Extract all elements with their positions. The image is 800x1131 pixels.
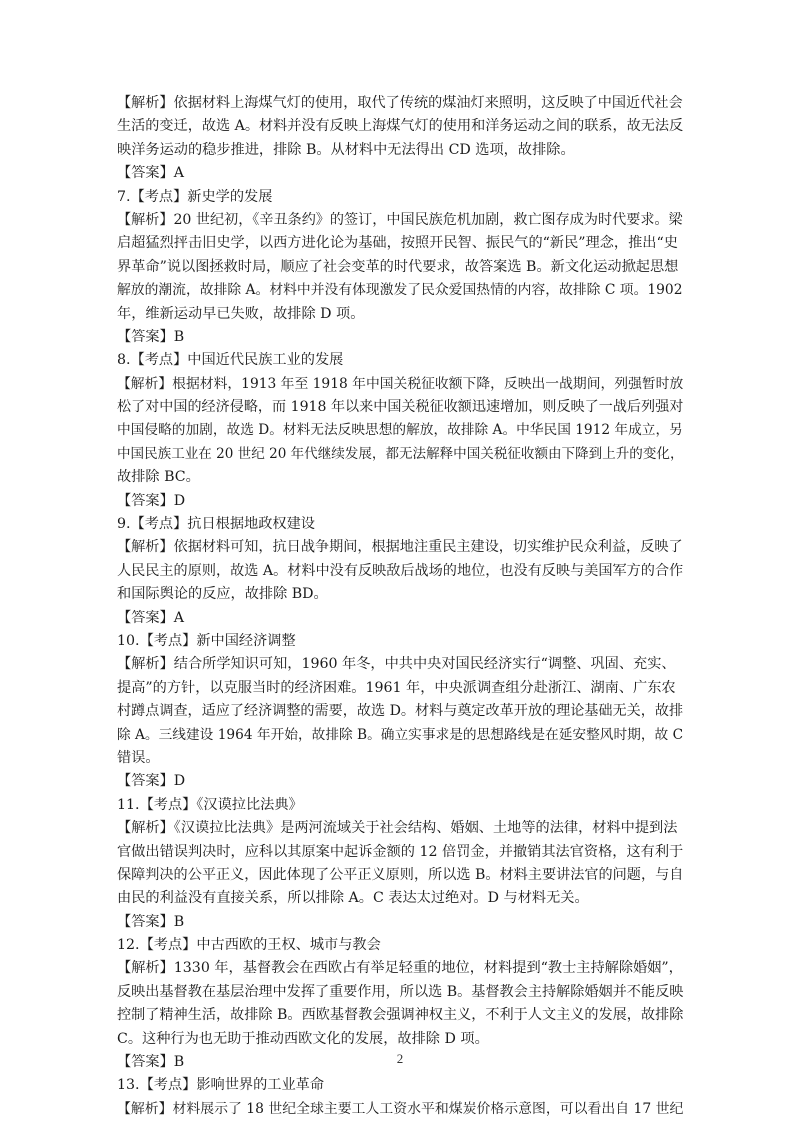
text-line: 和国际舆论的反应，故排除 BD。 bbox=[117, 586, 328, 603]
text-line: 【解析】1330 年，基督教会在西欧占有举足轻重的地位，材料提到“教士主持解除婚姻”， bbox=[117, 960, 683, 977]
text-line: 【答案】B bbox=[117, 1054, 185, 1071]
text-line: 由民的利益没有直接关系，所以排除 A。C 表达太过绝对。D 与材料无关。 bbox=[117, 890, 589, 907]
text-line: 【答案】B bbox=[117, 913, 185, 930]
text-line: 反映出基督教在基层治理中发挥了重要作用，所以选 B。基督教会主持解除婚姻并不能反映 bbox=[117, 983, 684, 1000]
text-line: 官做出错误判决时，应科以其原案中起诉金额的 12 倍罚金，并撤销其法官资格，这有利于 bbox=[117, 843, 684, 860]
text-line: 错误。 bbox=[117, 749, 160, 766]
text-line: 松了对中国的经济侵略，而 1918 年以来中国关税征收额迅速增加，则反映了一战后列强对 bbox=[117, 399, 684, 416]
text-line: 13.【考点】影响世界的工业革命 bbox=[117, 1077, 325, 1094]
page-number: 2 bbox=[396, 1051, 404, 1066]
text-line: 映洋务运动的稳步推进，排除 B。从材料中无法得出 CD 选项，故排除。 bbox=[117, 141, 575, 158]
text-line: 【答案】B bbox=[117, 328, 185, 345]
text-line: 7.【考点】新史学的发展 bbox=[117, 188, 273, 205]
text-line: 启超猛烈抨击旧史学，以西方进化论为基础，按照开民智、振民气的“新民”理念，推出“史 bbox=[117, 235, 678, 252]
text-line: 9.【考点】抗日根据地政权建设 bbox=[117, 516, 315, 533]
text-line: 控制了精神生活，故排除 B。西欧基督教会强调神权主义，不利于人文主义的发展，故排除 bbox=[117, 1007, 684, 1024]
text-line: 中国民族工业在 20 世纪 20 年代继续发展，都无法解释中国关税征收额由下降到上升的变化， bbox=[117, 445, 684, 462]
text-line: C。这种行为也无助于推动西欧文化的发展，故排除 D 项。 bbox=[117, 1030, 489, 1047]
text-line: 【解析】《汉谟拉比法典》是两河流域关于社会结构、婚姻、土地等的法律，材料中提到法 bbox=[117, 820, 678, 837]
text-line: 中国侵略的加剧，故选 D。材料无法反映思想的解放，故排除 A。中华民国 1912 年成立，另 bbox=[117, 422, 683, 439]
text-line: 提高”的方针，以克服当时的经济困难。1961 年，中央派调查组分赴浙江、湖南、广东农 bbox=[117, 679, 676, 696]
text-line: 【答案】D bbox=[117, 773, 186, 790]
text-line: 生活的变迁，故选 A。材料并没有反映上海煤气灯的使用和洋务运动之间的联系，故无法反 bbox=[117, 118, 684, 135]
text-line: 保障判决的公平正义，因此体现了公平正义原则，所以选 B。材料主要讲法官的问题，与自 bbox=[117, 866, 684, 883]
text-line: 【答案】A bbox=[117, 165, 184, 182]
text-line: 8.【考点】中国近代民族工业的发展 bbox=[117, 352, 344, 369]
text-line: 【解析】结合所学知识可知，1960 年冬，中共中央对国民经济实行“调整、巩固、充实、 bbox=[117, 656, 676, 673]
text-line: 【答案】A bbox=[117, 609, 184, 626]
text-line: 12.【考点】中古西欧的王权、城市与教会 bbox=[117, 937, 381, 954]
text-line: 10.【考点】新中国经济调整 bbox=[117, 632, 296, 649]
text-line: 故排除 BC。 bbox=[117, 469, 200, 486]
text-line: 界革命”说以图拯救时局，顺应了社会变革的时代要求，故答案选 B。新文化运动掀起思想 bbox=[117, 258, 679, 275]
text-line: 【解析】依据材料可知，抗日战争期间，根据地注重民主建设，切实维护民众利益，反映了 bbox=[117, 539, 683, 556]
text-line: 解放的潮流，故排除 A。材料中并没有体现激发了民众爱国热情的内容，故排除 C 项。1902 bbox=[117, 282, 683, 299]
text-line: 年，维新运动早已失败，故排除 D 项。 bbox=[117, 305, 365, 322]
text-line: 村蹲点调查，适应了经济调整的需要，故选 D。材料与奠定改革开放的理论基础无关，故排 bbox=[117, 703, 684, 720]
text-line: 人民民主的原则，故选 A。材料中没有反映敌后战场的地位，也没有反映与美国军方的合作 bbox=[117, 562, 684, 579]
text-line: 【答案】D bbox=[117, 492, 186, 509]
text-line: 【解析】根据材料，1913 年至 1918 年中国关税征收额下降，反映出一战期间，列强暂时放 bbox=[117, 375, 684, 392]
text-line: 除 A。三线建设 1964 年开始，故排除 B。确立实事求是的思想路线是在延安整风时期，故 C bbox=[117, 726, 684, 743]
document-body bbox=[117, 92, 683, 1121]
text-line: 【解析】依据材料上海煤气灯的使用，取代了传统的煤油灯来照明，这反映了中国近代社会 bbox=[117, 95, 683, 111]
text-line: 【解析】材料展示了 18 世纪全球主要工人工资水平和煤炭价格示意图，可以看出自 17 世纪 bbox=[117, 1100, 684, 1117]
text-line: 11.【考点】《汉谟拉比法典》 bbox=[117, 796, 303, 813]
text-line: 【解析】20 世纪初，《辛丑条约》的签订，中国民族危机加剧，救亡图存成为时代要求。梁 bbox=[117, 211, 683, 228]
